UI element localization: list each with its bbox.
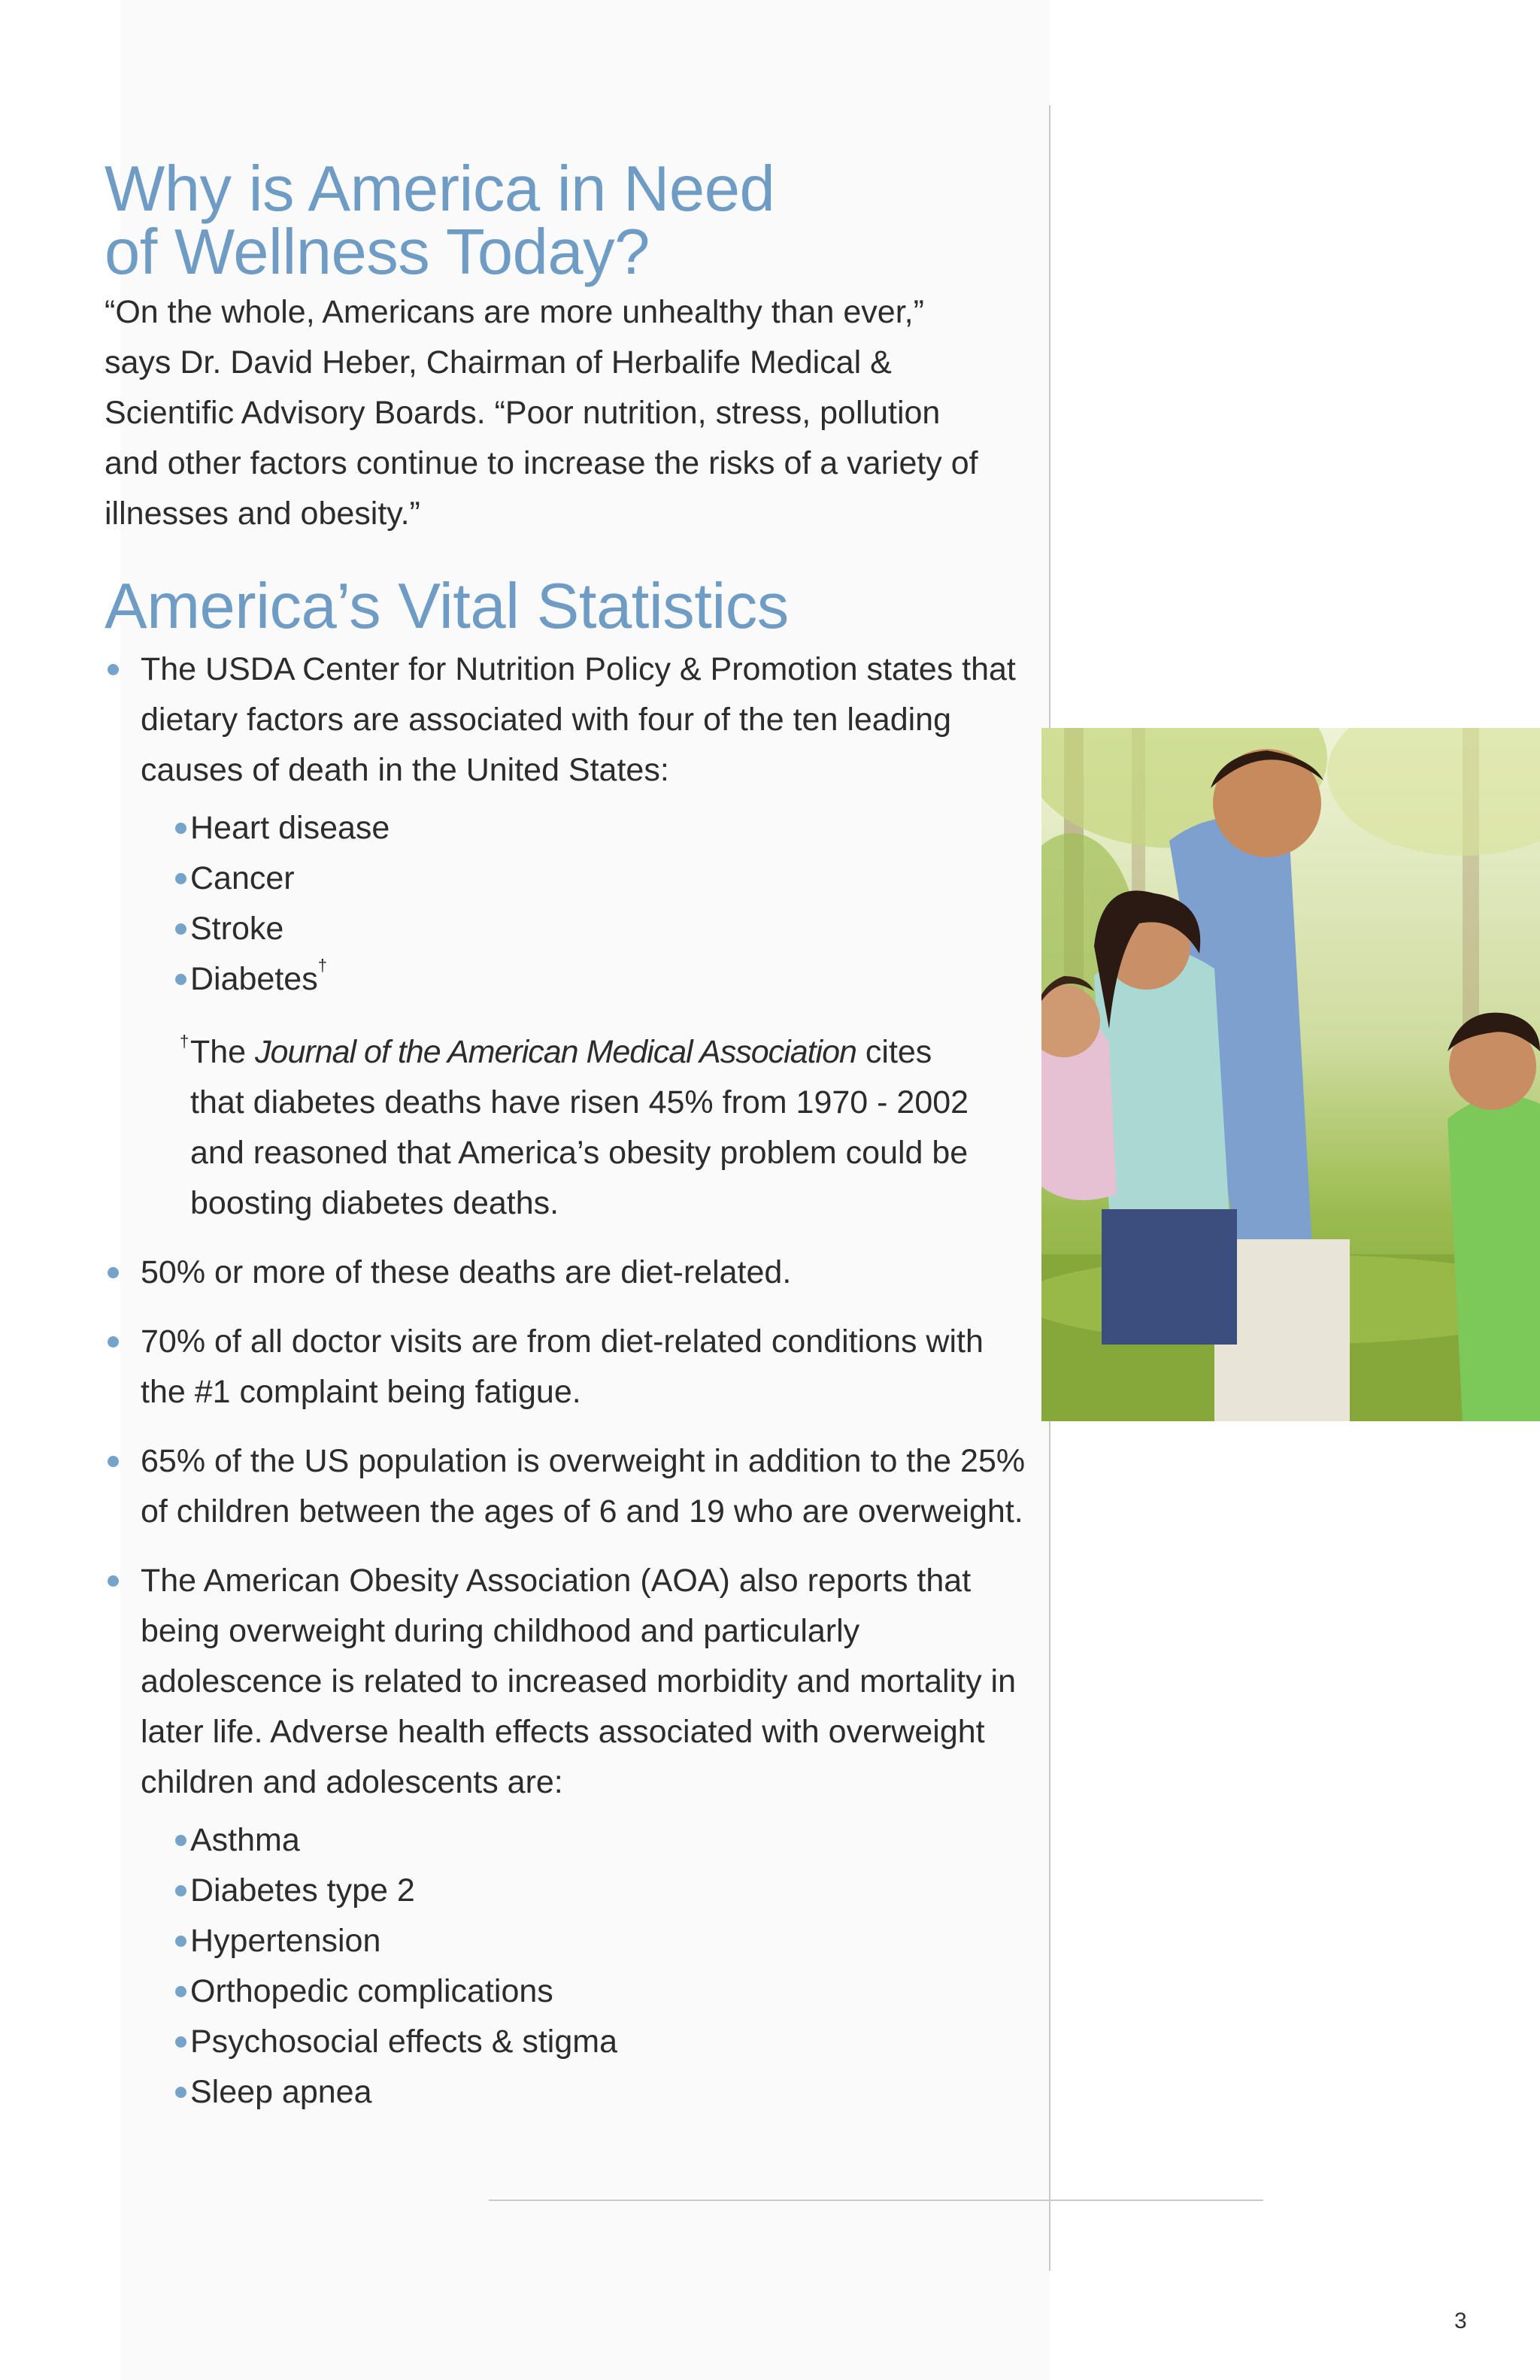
diabetes-footnote	[180, 1027, 987, 1229]
statistics-list	[105, 644, 1026, 2118]
heading-why-wellness	[105, 153, 1007, 288]
list-item: Heart disease	[141, 803, 1028, 853]
heading-line-2: of Wellness Today?	[105, 217, 650, 288]
list-item: Asthma	[141, 1815, 1028, 1866]
list-item-usda	[105, 644, 1028, 1229]
list-item: Hypertension	[141, 1916, 1028, 1966]
list-item: Psychosocial effects & stigma	[141, 2017, 1028, 2067]
list-item: Orthopedic complications	[141, 1966, 1028, 2017]
health-effects-list	[141, 1815, 1028, 2118]
usda-text: The USDA Center for Nutrition Policy & Promotion states that dietary factors are associated with four of the ten leading causes of death in the United States:	[141, 651, 1016, 788]
journal-title: Journal of the American Medical Association	[255, 1034, 856, 1070]
family-photo	[1041, 728, 1540, 1421]
list-item-overweight: 65% of the US population is overweight in addition to the 25% of children between the ages of 6 and 19 who are overweight.	[105, 1436, 1028, 1537]
list-item: Cancer	[141, 853, 1028, 904]
footnote-text-start: The	[190, 1034, 256, 1070]
list-item: Stroke	[141, 904, 1028, 954]
list-item: Sleep apnea	[141, 2067, 1028, 2118]
list-item-aoa	[105, 1556, 1028, 2118]
horizontal-divider	[489, 2200, 1263, 2201]
list-item-diet-deaths: 50% or more of these deaths are diet-related.	[105, 1248, 1028, 1298]
heading-vital-statistics: America’s Vital Statistics	[105, 571, 789, 642]
causes-of-death-list	[141, 803, 1028, 1005]
main-content	[105, 153, 1026, 2136]
list-item	[141, 954, 1028, 1005]
page-number: 3	[1454, 2309, 1467, 2333]
aoa-text: The American Obesity Association (AOA) also reports that being overweight during childhood and particularly adolescence is related to increased morbidity and mortality in later life. Adverse health effects associated with overweight children and adolescents are:	[141, 1563, 1016, 1800]
footnote-dagger: †	[180, 1032, 189, 1051]
heading-line-1: Why is America in Need	[105, 153, 775, 225]
footnote-text-end: cites that diabetes deaths have risen 45% from 1970 - 2002 and reasoned that America’s obesity problem could be boosting diabetes deaths.	[190, 1034, 969, 1221]
heber-quote: “On the whole, Americans are more unhealthy than ever,” says Dr. David Heber, Chairman of Herbalife Medical & Scientific Advisory Boards. “Poor nutrition, stress, pollution and other factors continue to increase the risks of a variety of illnesses and obesity.”	[105, 294, 978, 532]
list-item: Diabetes type 2	[141, 1866, 1028, 1916]
dagger-mark: †	[317, 956, 327, 975]
list-item-doctor-visits: 70% of all doctor visits are from diet-related conditions with the #1 complaint being fatigue.	[105, 1317, 1028, 1417]
diabetes-label: Diabetes	[190, 961, 318, 997]
